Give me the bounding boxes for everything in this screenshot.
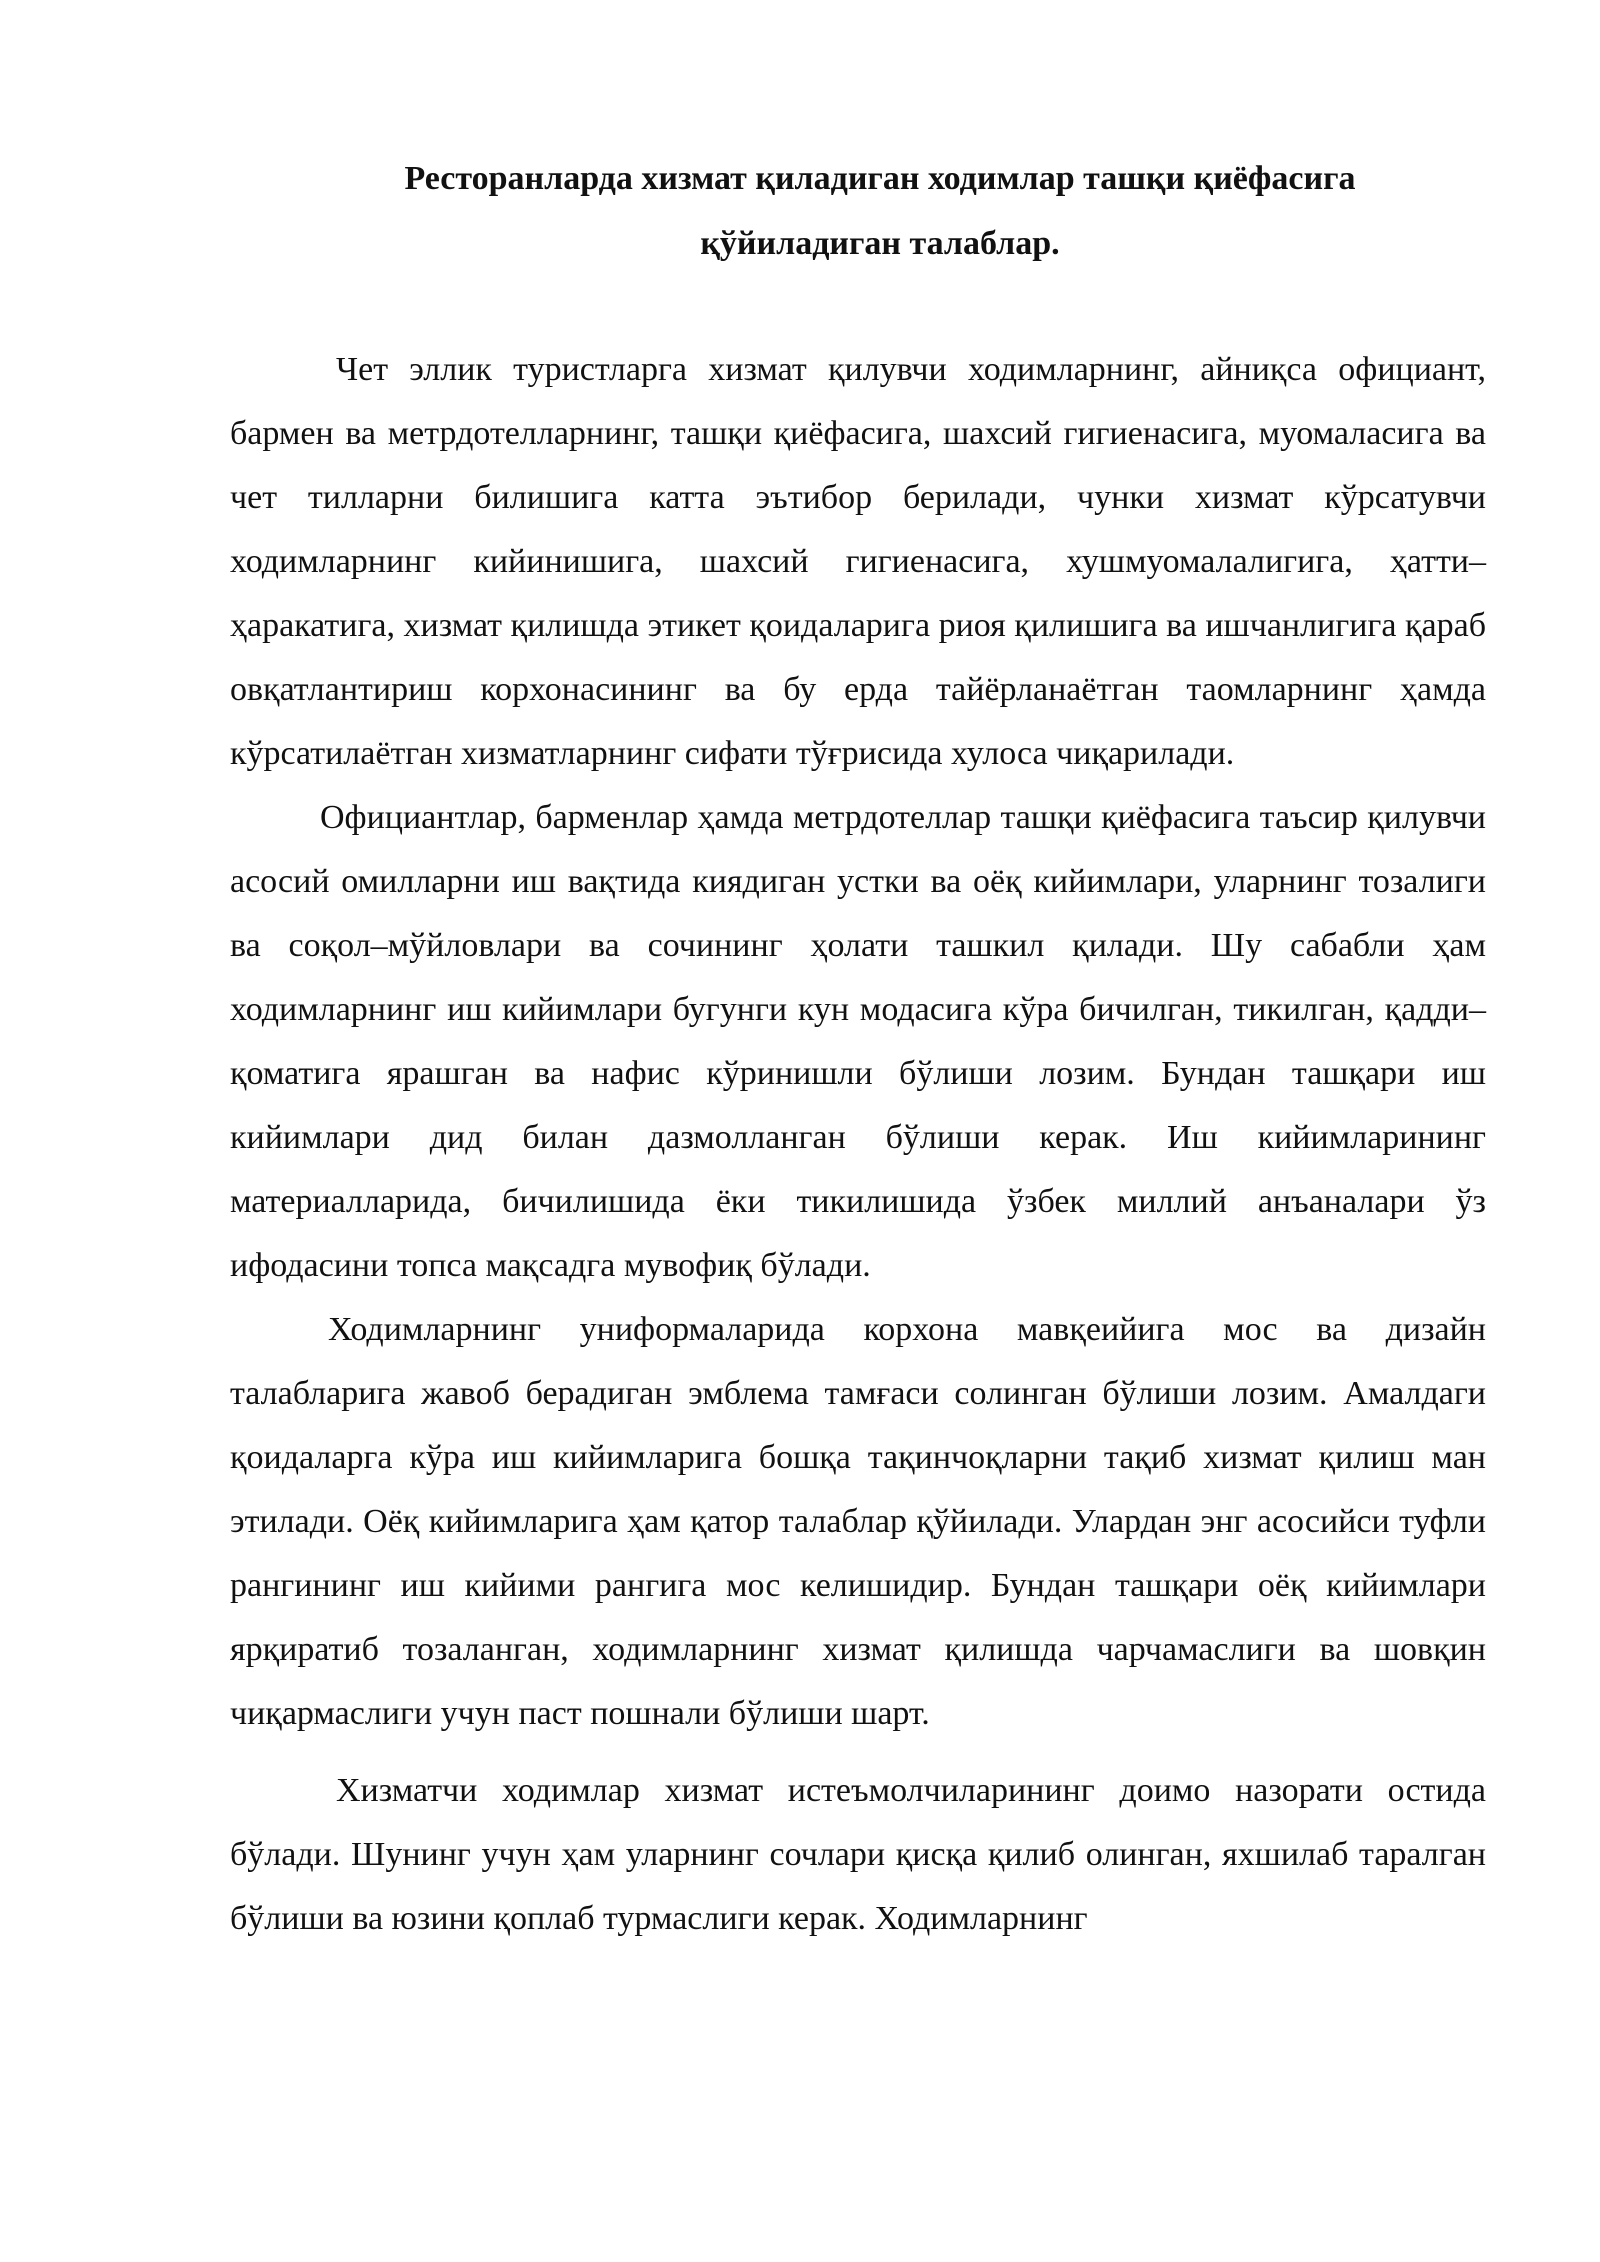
paragraph-1: Чет эллик туристларга хизмат қилувчи ходимларнинг, айниқса официант, бармен ва метрдотелларнинг, ташқи қиёфасига, шахсий гигиенасига, муомаласига ва чет тилларни билишига катта эътибор берилади, чунки хизмат кўрсатувчи ходимларнинг кийинишига, шахсий гигиенасига, хушмуомалалигига, ҳатти– ҳаракатига, хизмат қилишда этикет қоидаларига риоя қилишига ва ишчанлигига қараб овқатлантириш корхонасининг ва бу ерда тайёрланаётган таомларнинг ҳамда кўрсатилаётган хизматларнинг сифати тўғрисида хулоса чиқарилади. (230, 351, 1486, 772)
paragraph-3: Ходимларнинг униформаларида корхона мавқеийига мос ва дизайн талабларига жавоб берадиган эмблема тамғаси солинган бўлиши лозим. Амалдаги қоидаларга кўра иш кийимларига бошқа тақинчоқларни тақиб хизмат қилиш ман этилади. Оёқ кийимларига ҳам қатор талаблар қўйилади. Улардан энг асосийси туфли рангининг иш кийими рангига мос келишидир. Бундан ташқари оёқ кийимлари ярқиратиб тозаланган, ходимларнинг хизмат қилишда чарчамаслиги ва шовқин чиқармаслиги учун паст пошнали бўлиши шарт. (230, 1311, 1486, 1732)
paragraph-2: Официантлар, барменлар ҳамда метрдотеллар ташқи қиёфасига таъсир қилувчи асосий омилларни иш вақтида киядиган устки ва оёқ кийимлари, уларнинг тозалиги ва соқол–мўйловлари ва сочининг ҳолати ташкил қилади. Шу сабабли ҳам ходимларнинг иш кийимлари бугунги кун модасига кўра бичилган, тикилган, қадди–қоматига ярашган ва нафис кўринишли бўлиши лозим. Бундан ташқари иш кийимлари дид билан дазмолланган бўлиши керак. Иш кийимларининг материалларида, бичилишида ёки тикилишида ўзбек миллий анъаналари ўз ифодасини топса мақсадга мувофиқ бўлади. (230, 799, 1486, 1284)
title-line-1: Ресторанларда хизмат қиладиган ходимлар ташқи қиёфасига (404, 160, 1356, 197)
document-body (230, 338, 1486, 1951)
document-title (230, 146, 1530, 276)
title-line-2: қўйиладиган талаблар. (700, 225, 1060, 262)
paragraph-4: Хизматчи ходимлар хизмат истеъмолчиларининг доимо назорати остида бўлади. Шунинг учун ҳам уларнинг сочлари қисқа қилиб олинган, яхшилаб таралган бўлиши ва юзини қоплаб турмаслиги керак. Ходимларнинг (230, 1772, 1486, 1937)
